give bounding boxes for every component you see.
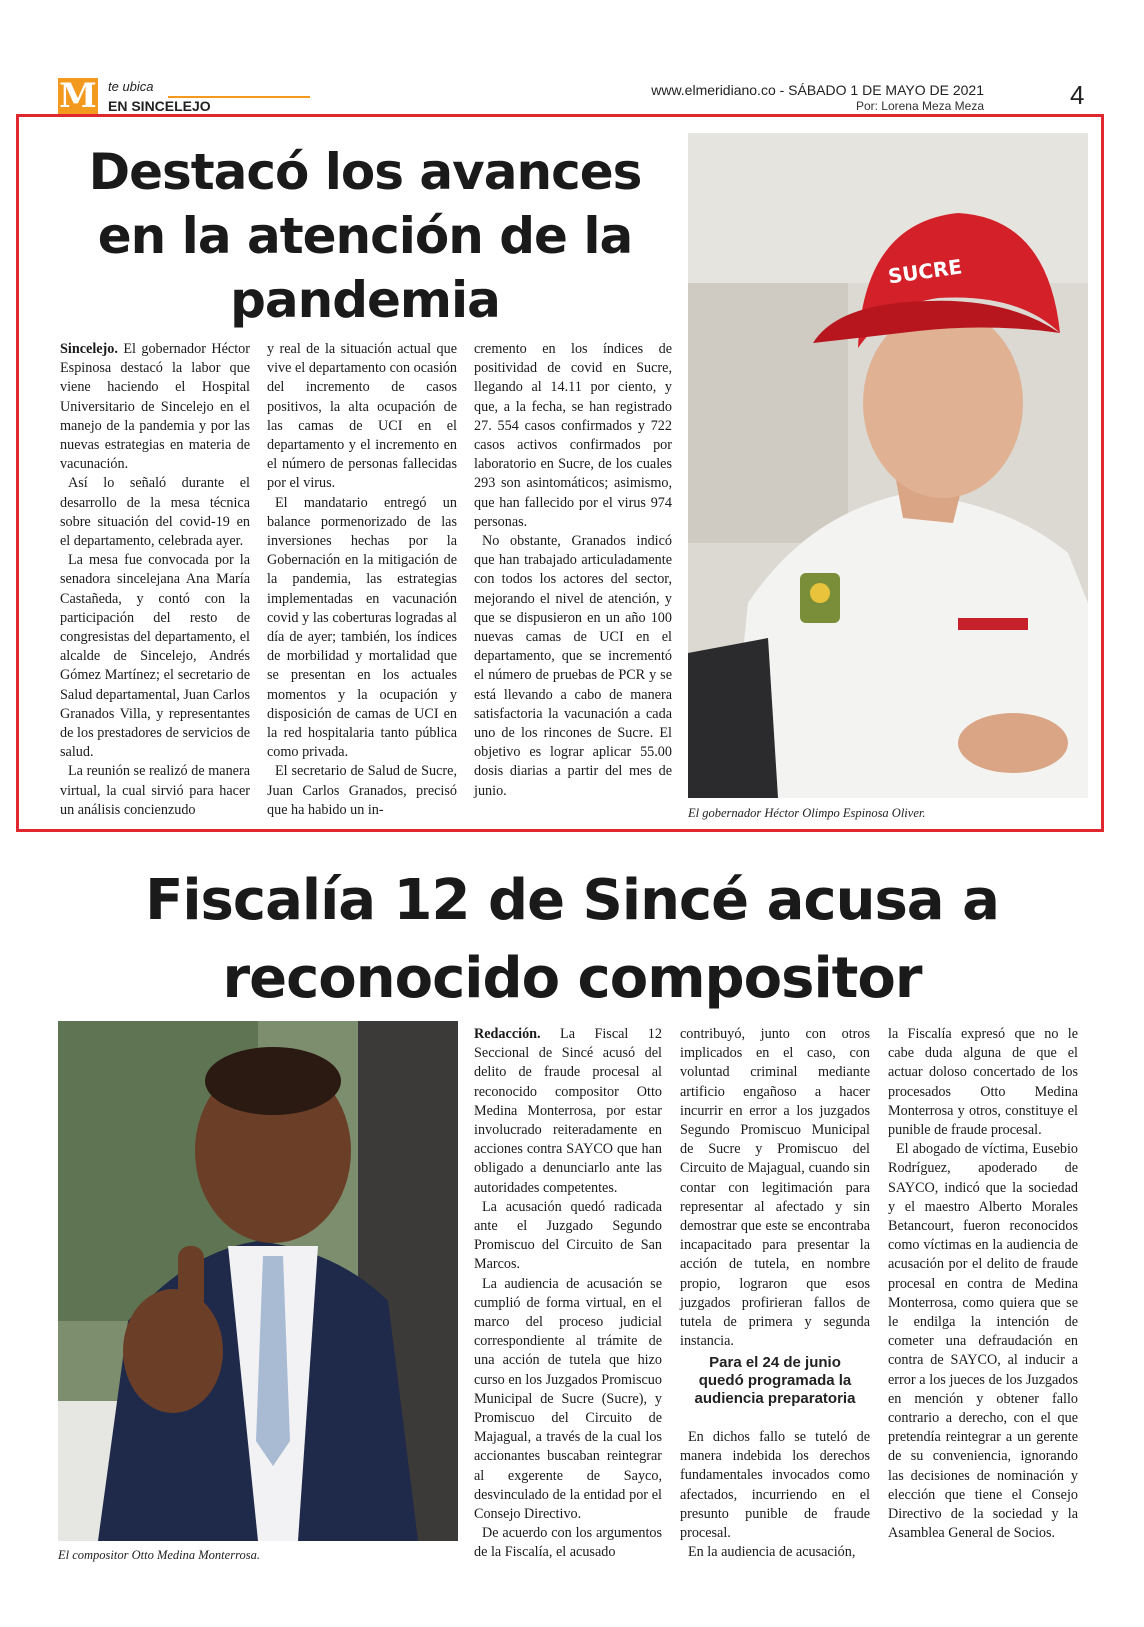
article1-paragraph: No obstante, Granados indicó que han trabajado articuladamente con todos los actores del sector, mejorando el nivel de atención, y que se dispusieron en un año 100 nuevas camas de UCI en el departamento, que se incrementó el número de pruebas de PCR y se está llevando a cabo de manera satisfactoria la vacunación a cada uno de los rincones de Sucre. El objetivo es lograr aplicar 55.00 dosis diarias a partir del mes de junio. xyxy=(474,533,672,799)
article2-paragraph: De acuerdo con los argumentos de la Fiscalía, el acusado xyxy=(474,1525,662,1561)
article2-paragraph: En dichos fallo se tuteló de manera indebida los derechos fundamentales invocados como afectados, incurriendo en el presunto punible de fraude procesal. xyxy=(680,1429,870,1542)
article2-column-2 xyxy=(680,1025,870,1351)
article2-paragraph: La audiencia de acusación se cumplió de forma virtual, en el marco del proceso judicial correspondiente al trámite de una acción de tutela que hizo curso en los Juzgados Promiscuo Municipal de Sucre (Sucre), y Promiscuo del Circuito de Majagual, a través de la cual los accionantes buscaban reintegrar al exgerente de Sayco, desvinculado de la entidad por el Consejo Directivo. xyxy=(474,1275,662,1523)
article2-headline: Fiscalía 12 de Sincé acusa a reconocido compositor xyxy=(145,868,999,1011)
article2-subhead: Para el 24 de junio quedó programada la audiencia preparatoria xyxy=(694,1354,856,1407)
article2-dateline-place: Redacción. xyxy=(474,1026,541,1042)
article1-paragraph: El secretario de Salud de Sucre, Juan Carlos Granados, precisó que ha habido un in- xyxy=(267,763,457,818)
article1-paragraph: El mandatario entregó un balance pormenorizado de las inversiones hechas por la Gobernación en la mitigación de la pandemia, las estrategias implementadas en vacunación covid y las coberturas logradas al día de ayer; también, los índices de morbilidad y mortalidad que se presentan en los actuales momentos y la ocupación y disposición de camas de UCI en la red hospitalaria tanto pública como privada. xyxy=(267,494,457,761)
byline: Por: Lorena Meza Meza xyxy=(855,99,984,113)
article2-photo-caption: El compositor Otto Medina Monterrosa. xyxy=(58,1548,260,1562)
article1-column-3 xyxy=(474,340,672,801)
page-number: 4 xyxy=(1070,80,1085,110)
article2-paragraph: contribuyó, junto con otros implicados en el caso, con voluntad criminal mediante artificio engañoso a hacer incurrir en error a los juzgados Segundo Promiscuo Municipal de Sucre y Promiscuo del Circuito de Majagual, cuando sin contar con legitimación para representar al afectado y sin demostrar que este se encontraba incapacitado para presentar la acción de tutela, en nombre propio, lograron que esos juzgados profirieran fallos de tutela de primera y segunda instancia. xyxy=(680,1026,870,1350)
article2-paragraph: El abogado de víctima, Eusebio Rodríguez, apoderado de SAYCO, indicó que la sociedad y el maestro Alberto Morales Betancourt, fueron reconocidos como víctimas en la audiencia de acusación por el delito de fraude procesal en contra de Medina Monterrosa, como quiera que se le endilga la intención de cometer una defraudación en contra de SAYCO, al inducir a error a los jueces de los Juzgados en mención y obtener fallo contrario a derecho, con el que pretendía reintegrar a un gerente de su conveniencia, ignorando las decisiones de nominación y elección que tiene el Consejo Directivo de la sociedad y la Asamblea General de Socios. xyxy=(888,1141,1078,1542)
article2-paragraph: En la audiencia de acusación, xyxy=(688,1544,856,1561)
article1-paragraph: y real de la situación actual que vive el departamento con ocasión del incremento de casos positivos, la alta ocupación de las camas de UCI en el departamento y el incremento en el número de personas fallecidas por el virus. xyxy=(267,341,457,492)
article2-paragraph: La acusación quedó radicada ante el Juzgado Segundo Promiscuo del Circuito de San Marcos. xyxy=(474,1198,662,1273)
governor-photo xyxy=(688,133,1088,798)
section-name: EN SINCELEJO xyxy=(108,98,211,114)
article2-paragraph: la Fiscalía expresó que no le cabe duda alguna de que el actuar doloso concertado de los procesados Otto Medina Monterrosa y otros, constituye el punible de fraude procesal. xyxy=(888,1026,1078,1139)
article2-column-1 xyxy=(474,1025,662,1563)
article1-paragraph: Sincelejo. El gobernador Héctor Espinosa destacó la labor que viene haciendo el Hospital Universitario de Sincelejo en el manejo de la pandemia y por las nuevas estrategias en materia de vacunación. xyxy=(60,341,250,473)
article1-paragraph: Así lo señaló durante el desarrollo de la mesa técnica sobre situación del covid-19 en el departamento, celebrada ayer. xyxy=(60,475,250,550)
article2-column-2b xyxy=(680,1428,870,1562)
article1-paragraph: La reunión se realizó de manera virtual, la cual sirvió para hacer un análisis concienzudo xyxy=(60,763,250,818)
section-label: te ubica xyxy=(108,79,154,94)
article1-paragraph: cremento en los índices de positividad de covid en Sucre, llegando al 14.11 por ciento, y que, a la fecha, se han registrado 27. 554 casos confirmados y 722 casos activos confirmados por laboratorio en Sucre, de los cuales 293 son asintomáticos; asimismo, que han fallecido por el virus 974 personas. xyxy=(474,341,672,530)
governor-photo-illustration xyxy=(688,133,1088,798)
article1-column-1 xyxy=(60,340,250,820)
newspaper-logo: M xyxy=(59,76,97,116)
dateline: www.elmeridiano.co - SÁBADO 1 DE MAYO DE 2021 xyxy=(651,82,984,98)
article1-headline: Destacó los avances en la atención de la pandemia xyxy=(88,143,642,329)
article1-photo-caption: El gobernador Héctor Olimpo Espinosa Oliver. xyxy=(688,806,926,820)
composer-photo-illustration xyxy=(58,1021,458,1541)
article1-column-2 xyxy=(267,340,457,820)
composer-photo xyxy=(58,1021,458,1541)
article1-paragraph: La mesa fue convocada por la senadora sincelejana Ana María Castañeda, y contó con la participación del resto de congresistas del departamento, el alcalde de Sincelejo, Andrés Gómez Martínez; el secretario de Salud departamental, Juan Carlos Granados Villa, y representantes de los prestadores de servicios de salud. xyxy=(60,552,250,761)
article1-dateline-place: Sincelejo. xyxy=(60,341,118,357)
article2-paragraph: Redacción. La Fiscal 12 Seccional de Sincé acusó del delito de fraude procesal al reconocido compositor Otto Medina Monterrosa, por estar involucrado reiteradamente en acciones contra SAYCO que han obligado a denunciarlo ante las autoridades competentes. xyxy=(474,1026,662,1196)
cap-text: SUCRE xyxy=(886,254,964,289)
article2-column-3 xyxy=(888,1025,1078,1543)
